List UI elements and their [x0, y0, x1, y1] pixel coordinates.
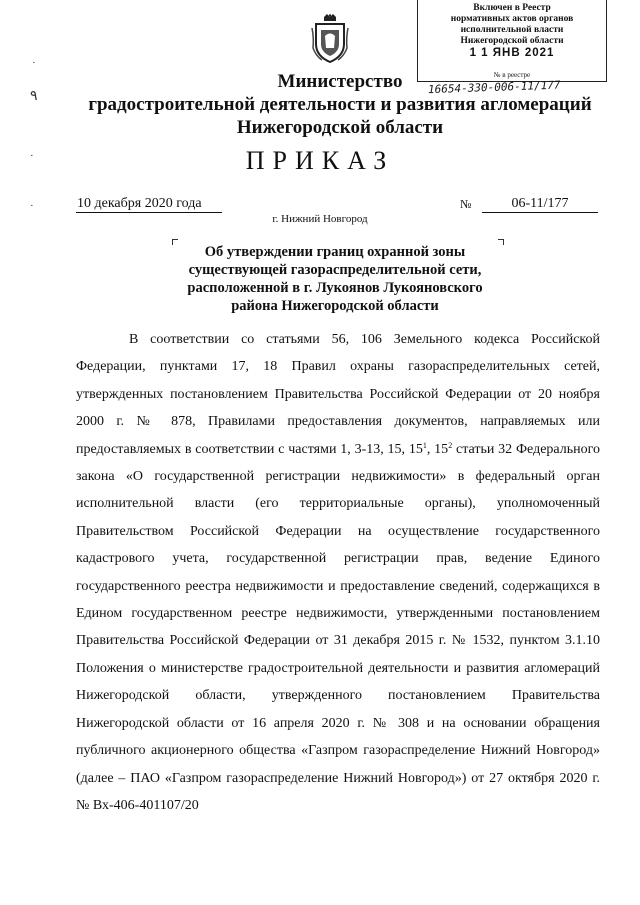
coat-of-arms-icon	[310, 14, 350, 66]
subject-line-2: существующей газораспределительной сети,	[188, 262, 482, 278]
superscript-1: 1	[422, 440, 427, 450]
document-type-title: ПРИКАЗ	[245, 146, 395, 175]
stamp-date: 1 1 ЯНВ 2021	[469, 47, 555, 59]
ministry-name-line-2: градостроительной деятельности и развития агломераций	[88, 94, 592, 115]
document-number: 06-11/177	[511, 196, 569, 211]
body-paragraph	[76, 326, 600, 819]
registry-number-handwritten: 16654-330-006-11/177	[427, 78, 561, 97]
margin-mark-3: ·	[30, 200, 34, 212]
document-city: г. Нижний Новгород	[272, 213, 368, 225]
ministry-name-line-1: Министерство	[277, 71, 403, 92]
margin-mark-1: ٩	[30, 89, 38, 104]
stamp-line-1: Включен в Реестр	[473, 3, 551, 13]
margin-mark-4: ·	[32, 57, 36, 69]
subject-line-1: Об утверждении границ охранной зоны	[204, 244, 466, 260]
body-text-part-3: статьи 32 Федерального закона «О государственной регистрации недвижимости» в федеральный орган исполнительной власти (его территориальные органы), уполномоченный Правительством Российской Федерации на осуществление государственного кадастрового учета, государственной регистрации прав, ведение Единого государственного реестра недвижимости и предоставление сведений, содержащихся в Едином государственном реестре недвижимости, утвержденными постановлением Правительства Российской Федерации от 31 декабря 2015 г. № 1532, пунктом 3.1.10 Положения о министерстве градостроительной деятельности и развития агломераций Нижегородской области, утвержденного постановлением Правительства Нижегородской области от 16 апреля 2020 г. № 308 и на основании обращения публичного акционерного общества «Газпром газораспределение Нижний Новгород» (далее – ПАО «Газпром газораспределение Нижний Новгород») от 27 октября 2020 г. № Вх-406-401107/20	[76, 441, 601, 813]
subject-line-3: расположенной в г. Лукоянов Лукояновского	[187, 280, 483, 296]
document-subject	[150, 243, 520, 315]
stamp-line-2: нормативных актов органов	[450, 14, 574, 24]
stamp-line-3: исполнительной власти	[460, 25, 564, 35]
body-text-part-1: В соответствии со статьями 56, 106 Земельного кодекса Российской Федерации, пунктами 17, 18 Правил охраны газораспределительных сетей, утвержденных постановлением Правительства Российской Федерации от 20 ноября 2000 г. № 878, Правилами предоставления документов, направляемых или предоставляемых в соответствии с частями 1, 3-13, 15, 15	[76, 332, 600, 457]
subject-line-4: района Нижегородской области	[231, 298, 439, 314]
stamp-line-4: Нижегородской области	[460, 36, 564, 46]
stamp-registry-label: № в реестре	[493, 71, 531, 79]
margin-mark-2: ·	[30, 150, 34, 162]
ministry-name-line-3: Нижегородской области	[236, 117, 444, 138]
number-sign: №	[460, 197, 472, 211]
document-date: 10 декабря 2020 года	[77, 196, 202, 211]
body-text-part-2: , 15	[426, 441, 449, 457]
document-body	[76, 326, 600, 819]
superscript-2: 2	[448, 440, 453, 450]
